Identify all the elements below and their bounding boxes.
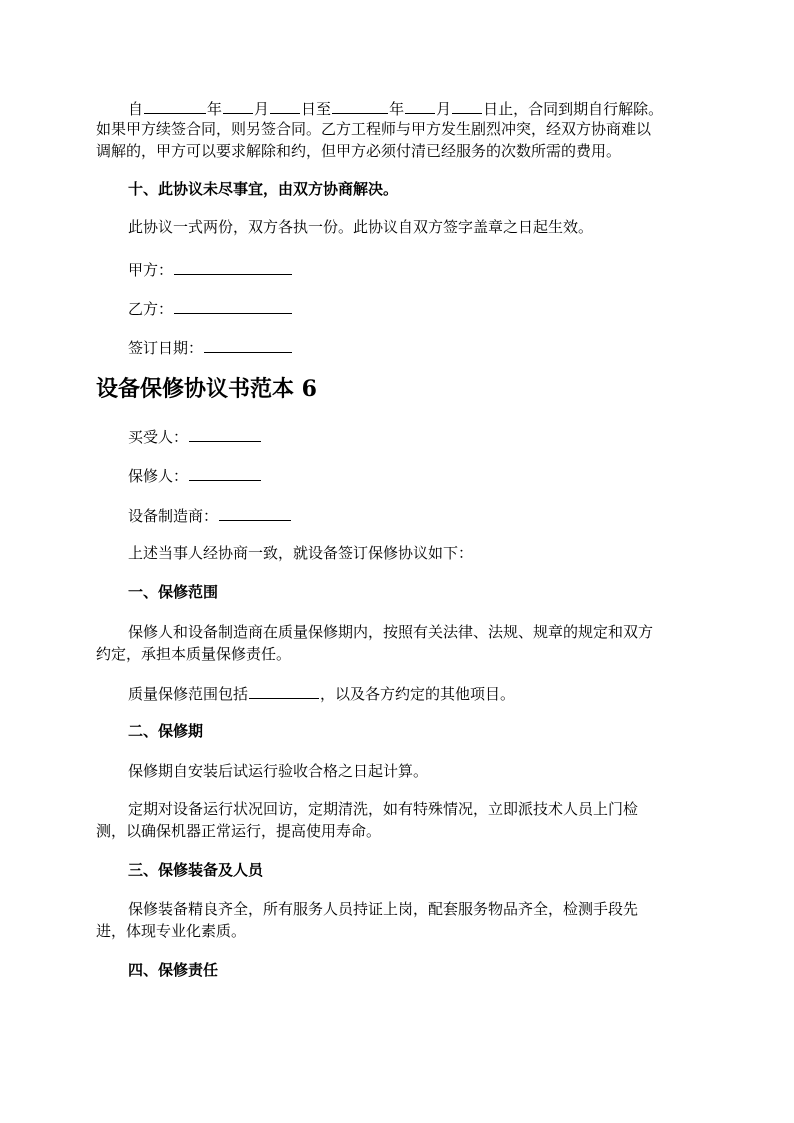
month-label: 月 [254,100,270,118]
section-heading: 十、此协议未尽事宜，由双方协商解决。 [128,180,399,198]
paragraph-line: 测，以确保机器正常运行，提高使用寿命。 [96,822,382,840]
effect-paragraph: 此协议一式两份，双方各执一份。此协议自双方签字盖章之日起生效。 [128,218,594,236]
manufacturer-blank [219,503,291,521]
manufacturer-field [128,503,700,527]
paragraph-line: 进，体现专业化素质。 [96,922,247,940]
document-title: 设备保修协议书范本 6 [96,376,317,402]
month-label: 月 [436,100,452,118]
paragraph-line: 保修人和设备制造商在质量保修期内，按照有关法律、法规、规章的规定和双方 [128,623,654,641]
paragraph-line: 保修装备精良齐全，所有服务人员持证上岗，配套服务物品齐全，检测手段先 [128,900,639,918]
scope-tail: ，以及各方约定的其他项目。 [320,685,516,703]
sign-date [128,335,700,359]
sign-date-blank [204,335,292,353]
year-label: 年 [389,100,405,118]
buyer-label: 买受人： [128,428,189,446]
paragraph-line: 如果甲方续签合同，则另签合同。乙方工程师与甲方发生剧烈冲突，经双方协商难以 [96,120,652,138]
party-a-signature [128,257,700,281]
section-heading: 二、保修期 [128,722,204,740]
start-day-blank [270,96,300,114]
term-from-label: 自 [128,100,144,118]
party-a-blank [174,257,292,275]
buyer-blank [189,424,261,442]
sign-date-label: 签订日期： [128,339,204,357]
term-end-text: 日止，合同到期自行解除。 [483,100,664,118]
buyer-field [128,424,700,448]
paragraph-line: 保修期自安装后试运行验收合格之日起计算。 [128,762,429,780]
party-b-blank [174,296,292,314]
section-heading: 三、保修装备及人员 [128,861,264,879]
scope-blank [249,681,319,699]
party-b-label: 乙方： [128,300,174,318]
scope-label: 质量保修范围包括 [128,685,249,703]
paragraph-line: 调解的，甲方可以要求解除和约，但甲方必须付清已经服务的次数所需的费用。 [96,142,622,160]
term-line [128,96,700,120]
scope-field [128,681,700,705]
party-b-signature [128,296,700,320]
paragraph-line: 约定，承担本质量保修责任。 [96,645,292,663]
warrantor-label: 保修人： [128,467,189,485]
paragraph-line: 定期对设备运行状况回访，定期清洗，如有特殊情况，立即派技术人员上门检 [128,800,639,818]
end-year-blank [332,96,388,114]
end-month-blank [405,96,435,114]
warrantor-field [128,463,700,487]
section-heading: 四、保修责任 [128,961,219,979]
day-to-label: 日至 [301,100,332,118]
warrantor-blank [189,463,261,481]
intro-paragraph: 上述当事人经协商一致，就设备签订保修协议如下： [128,544,474,562]
start-year-blank [144,96,206,114]
section-heading: 一、保修范围 [128,583,219,601]
year-label: 年 [207,100,223,118]
party-a-label: 甲方： [128,261,174,279]
end-day-blank [452,96,482,114]
start-month-blank [223,96,253,114]
manufacturer-label: 设备制造商： [128,507,219,525]
